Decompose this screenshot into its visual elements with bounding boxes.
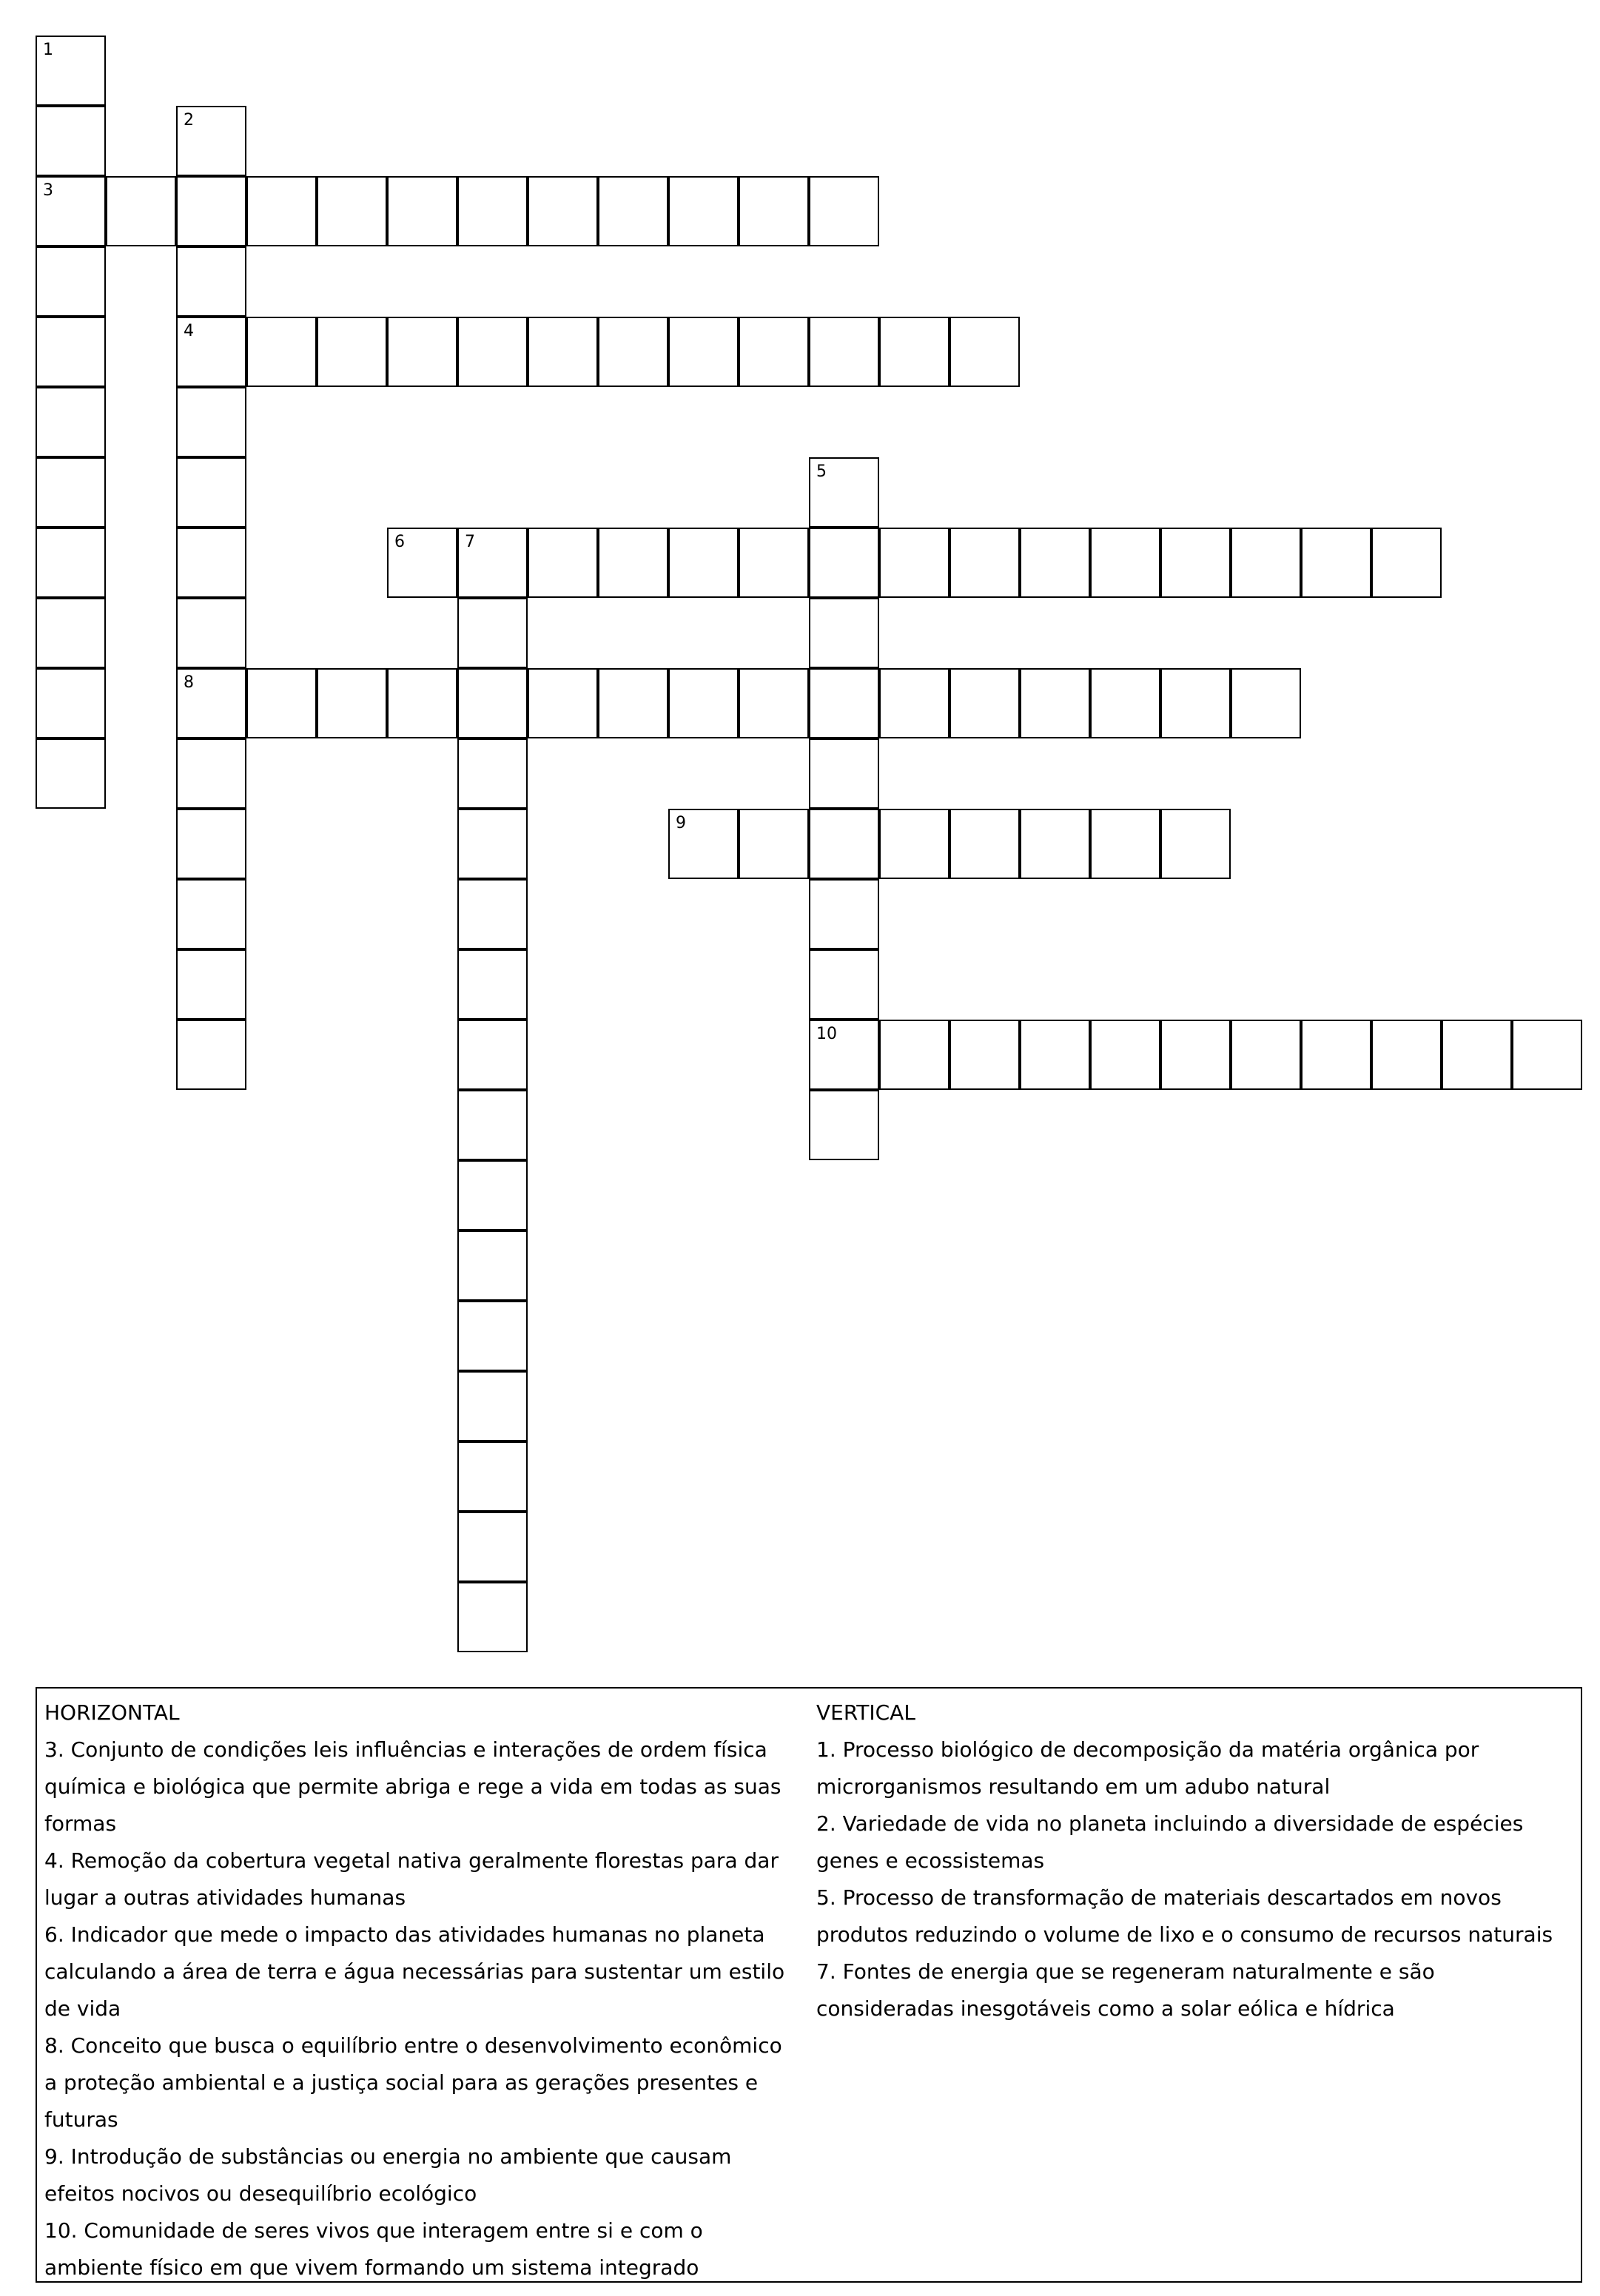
crossword-cell[interactable] [879,809,949,879]
crossword-cell[interactable] [809,1020,879,1090]
crossword-cell[interactable] [36,317,106,387]
crossword-cell[interactable] [1231,528,1301,598]
crossword-cell[interactable] [246,668,317,738]
crossword-cell[interactable] [387,176,457,246]
crossword-cell[interactable] [668,317,739,387]
clue-vertical-2: 2. Variedade de vida no planeta incluindo a diversidade de espécies genes e ecossistemas [816,1811,1524,1873]
crossword-cell[interactable] [1090,668,1160,738]
crossword-cell[interactable] [36,106,106,176]
crossword-cell[interactable] [387,317,457,387]
clue-number: 6 [394,533,405,551]
crossword-cell[interactable] [457,1160,528,1231]
crossword-cell[interactable] [809,457,879,528]
crossword-cell[interactable] [879,317,949,387]
crossword-cell[interactable] [176,528,246,598]
crossword-cell[interactable] [176,106,246,176]
crossword-cell[interactable] [809,809,879,879]
crossword-cell[interactable] [457,528,528,598]
clue-horizontal-10: 10. Comunidade de seres vivos que interagem entre si e com o ambiente físico em que vivem formando um sistema integrado [44,2218,703,2280]
crossword-cell[interactable] [879,528,949,598]
crossword-cell[interactable] [36,176,106,246]
clue-number: 7 [465,533,475,551]
crossword-cell[interactable] [176,176,246,246]
crossword-cell[interactable] [176,809,246,879]
crossword-cell[interactable] [387,668,457,738]
crossword-cell[interactable] [457,317,528,387]
crossword-cell[interactable] [1020,668,1090,738]
crossword-cell[interactable] [1231,1020,1301,1090]
crossword-cell[interactable] [387,528,457,598]
crossword-cell[interactable] [668,528,739,598]
crossword-cell[interactable] [457,598,528,668]
crossword-cell[interactable] [246,317,317,387]
clue-horizontal-6: 6. Indicador que mede o impacto das atividades humanas no planeta calculando a área de terra e água necessárias para sustentar um estilo de vida [44,1922,785,2021]
clue-vertical-7: 7. Fontes de energia que se regeneram naturalmente e são consideradas inesgotáveis como a solar eólica e hídrica [816,1959,1435,2021]
crossword-cell[interactable] [949,1020,1020,1090]
crossword-cell[interactable] [598,176,668,246]
crossword-cell[interactable] [457,738,528,809]
crossword-cell[interactable] [176,317,246,387]
clue-number: 1 [43,41,53,59]
crossword-cell[interactable] [176,246,246,317]
crossword-cell[interactable] [879,668,949,738]
crossword-cell[interactable] [457,176,528,246]
crossword-cell[interactable] [1020,528,1090,598]
crossword-cell[interactable] [176,668,246,738]
clue-horizontal-4: 4. Remoção da cobertura vegetal nativa geralmente florestas para dar lugar a outras atividades humanas [44,1848,779,1910]
clues-box [36,1687,1582,2283]
crossword-cell[interactable] [457,1090,528,1160]
crossword-cell[interactable] [176,1020,246,1090]
crossword-cell[interactable] [528,317,598,387]
clue-number: 4 [184,322,194,340]
clue-vertical-1: 1. Processo biológico de decomposição da matéria orgânica por microrganismos resultando em um adubo natural [816,1737,1479,1799]
clue-number: 8 [184,673,194,692]
crossword-cell[interactable] [36,387,106,457]
crossword-cell[interactable] [598,668,668,738]
crossword-cell[interactable] [36,668,106,738]
crossword-cell[interactable] [176,387,246,457]
crossword-cell[interactable] [36,598,106,668]
crossword-cell[interactable] [457,1020,528,1090]
crossword-cell[interactable] [1512,1020,1582,1090]
vertical-heading: VERTICAL [816,1700,915,1725]
crossword-cell[interactable] [317,668,387,738]
crossword-cell[interactable] [1090,1020,1160,1090]
crossword-cell[interactable] [739,317,809,387]
horizontal-heading: HORIZONTAL [44,1700,180,1725]
crossword-cell[interactable] [809,598,879,668]
crossword-cell[interactable] [457,1371,528,1441]
crossword-cell[interactable] [36,457,106,528]
clue-horizontal-8: 8. Conceito que busca o equilíbrio entre o desenvolvimento econômico a proteção ambiental e a justiça social para as gerações presentes e futuras [44,2033,782,2132]
clue-number: 3 [43,181,53,200]
crossword-cell[interactable] [739,809,809,879]
clue-vertical-5: 5. Processo de transformação de materiais descartados em novos produtos reduzindo o volume de lixo e o consumo de recursos naturais [816,1885,1553,1947]
crossword-cell[interactable] [668,176,739,246]
crossword-cell[interactable] [598,528,668,598]
clue-number: 9 [676,814,686,832]
vertical-clues [816,1694,1579,2027]
crossword-cell[interactable] [1090,528,1160,598]
crossword-cell[interactable] [457,1512,528,1582]
clue-number: 5 [816,462,827,481]
crossword-cell[interactable] [949,668,1020,738]
crossword-cell[interactable] [949,317,1020,387]
crossword-cell[interactable] [1371,1020,1442,1090]
crossword-cell[interactable] [176,949,246,1020]
crossword-cell[interactable] [1020,809,1090,879]
crossword-cell[interactable] [809,317,879,387]
clue-number: 2 [184,111,194,129]
horizontal-clues [44,1694,799,2286]
crossword-cell[interactable] [809,668,879,738]
crossword-cell[interactable] [176,598,246,668]
crossword-cell[interactable] [36,738,106,809]
crossword-cell[interactable] [809,949,879,1020]
crossword-cell[interactable] [739,528,809,598]
crossword-cell[interactable] [949,809,1020,879]
crossword-cell[interactable] [739,668,809,738]
crossword-cell[interactable] [457,949,528,1020]
crossword-cell[interactable] [1160,1020,1231,1090]
crossword-cell[interactable] [949,528,1020,598]
crossword-cell[interactable] [1301,528,1371,598]
crossword-cell[interactable] [1301,1020,1371,1090]
clue-horizontal-3: 3. Conjunto de condições leis influências e interações de ordem física química e biológica que permite abriga e rege a vida em todas as suas formas [44,1737,781,1836]
crossword-cell[interactable] [668,809,739,879]
crossword-cell[interactable] [457,1582,528,1652]
crossword-cell[interactable] [1371,528,1442,598]
crossword-cell[interactable] [598,317,668,387]
crossword-cell[interactable] [809,528,879,598]
crossword-cell[interactable] [809,176,879,246]
crossword-cell[interactable] [176,879,246,949]
crossword-cell[interactable] [879,1020,949,1090]
crossword-cell[interactable] [1160,528,1231,598]
crossword-cell[interactable] [36,36,106,106]
crossword-cell[interactable] [739,176,809,246]
crossword-cell[interactable] [36,528,106,598]
crossword-cell[interactable] [457,1441,528,1512]
crossword-cell[interactable] [1020,1020,1090,1090]
crossword-cell[interactable] [809,879,879,949]
crossword-cell[interactable] [457,1231,528,1301]
crossword-cell[interactable] [176,457,246,528]
crossword-cell[interactable] [1160,809,1231,879]
crossword-cell[interactable] [36,246,106,317]
clue-horizontal-9: 9. Introdução de substâncias ou energia no ambiente que causam efeitos nocivos ou desequilíbrio ecológico [44,2144,732,2206]
crossword-cell[interactable] [317,317,387,387]
crossword-cell[interactable] [1160,668,1231,738]
crossword-cell[interactable] [809,738,879,809]
crossword-cell[interactable] [528,668,598,738]
crossword-cell[interactable] [106,176,176,246]
crossword-cell[interactable] [528,176,598,246]
crossword-cell[interactable] [457,1301,528,1371]
crossword-cell[interactable] [668,668,739,738]
crossword-cell[interactable] [246,176,317,246]
crossword-cell[interactable] [457,668,528,738]
clue-number: 10 [816,1025,837,1043]
crossword-cell[interactable] [317,176,387,246]
crossword-cell[interactable] [809,1090,879,1160]
crossword-cell[interactable] [176,738,246,809]
crossword-cell[interactable] [1442,1020,1512,1090]
crossword-cell[interactable] [1231,668,1301,738]
crossword-cell[interactable] [1090,809,1160,879]
crossword-cell[interactable] [457,809,528,879]
crossword-cell[interactable] [528,528,598,598]
crossword-cell[interactable] [457,879,528,949]
